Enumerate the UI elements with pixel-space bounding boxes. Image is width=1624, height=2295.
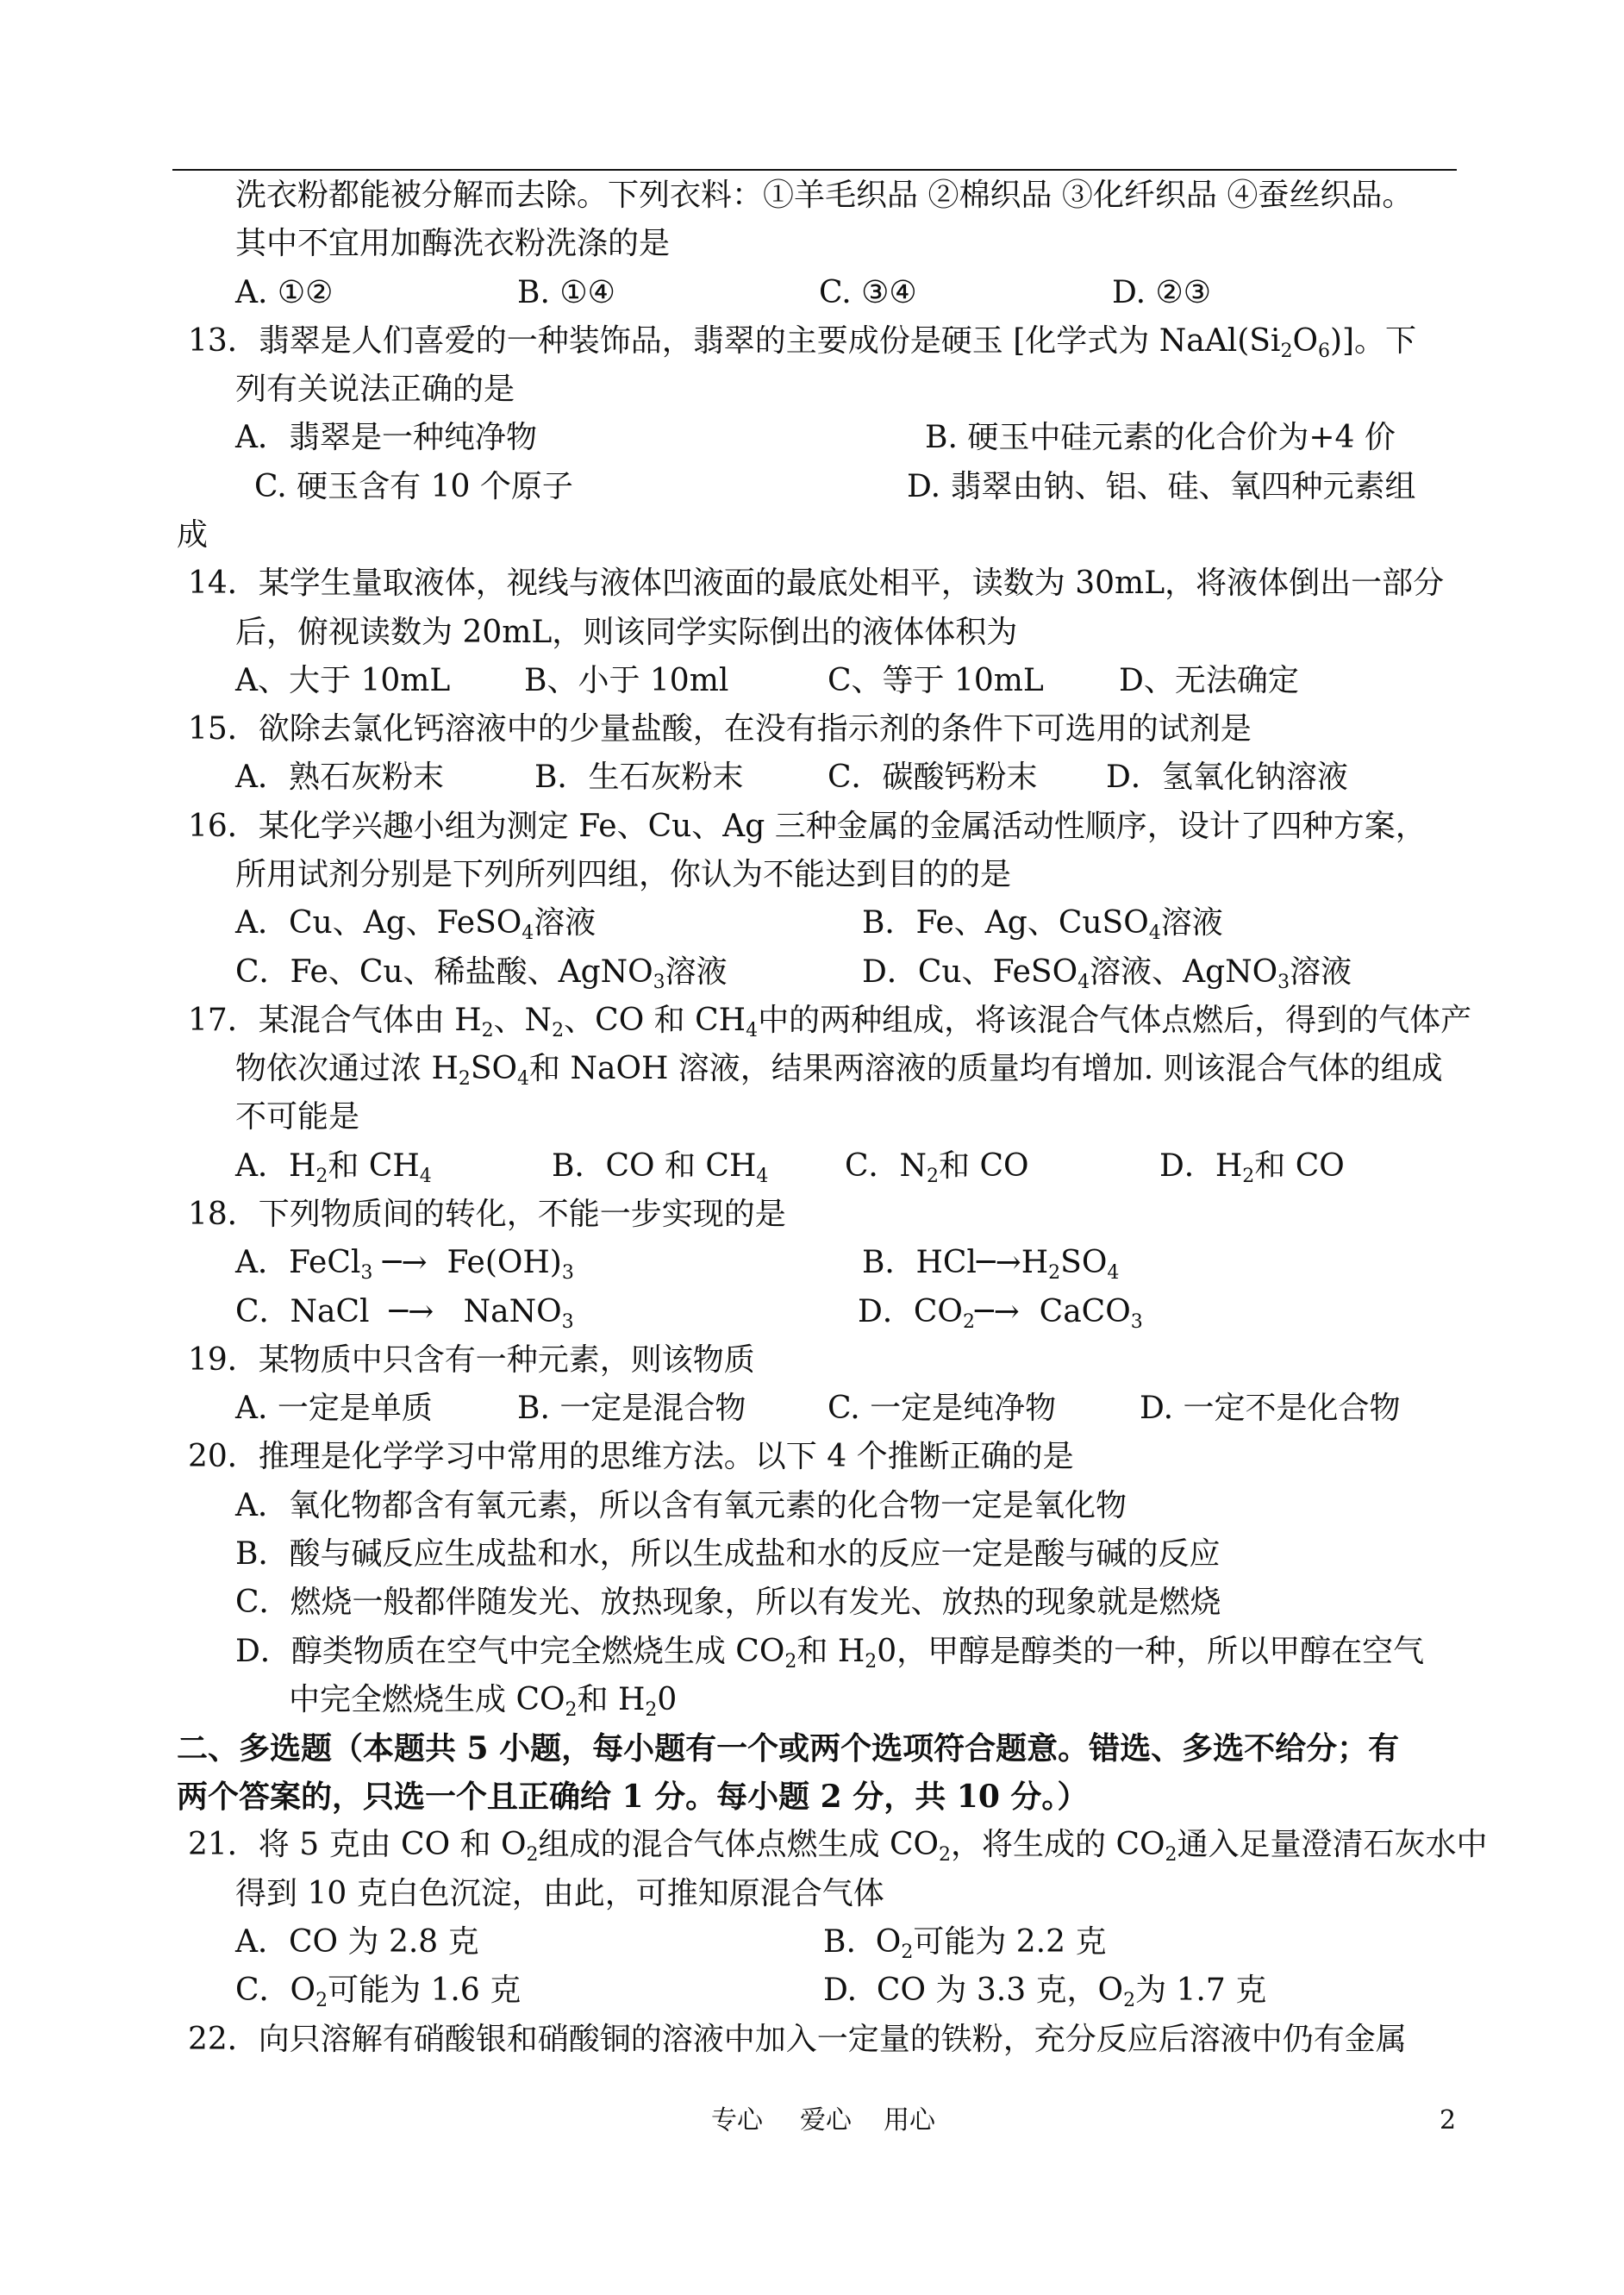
- q17-option-c: C．$N_2$和 CO: [845, 1148, 1029, 1187]
- q16-option-a: A．Cu、Ag、FeSO$_4$溶液: [235, 905, 597, 944]
- q21-option-c: C．$O_2$可能为 1.6 克: [235, 1973, 522, 2011]
- q13-line-1: 13．翡翠是人们喜爱的一种装饰品，翡翠的主要成份是硬玉 [化学式为 $NaAl(Si_2O_6)$]。下: [188, 323, 1417, 362]
- q15-option-a: A．熟石灰粉末: [235, 760, 444, 795]
- q13-option-d-wrap: 成: [177, 517, 209, 553]
- q20-option-a: A．氧化物都含有氧元素，所以含有氧元素的化合物一定是氧化物: [235, 1488, 1127, 1523]
- q21-option-a: A．CO 为 2.8 克: [235, 1924, 479, 1960]
- q12-option-b: B. ①④: [517, 275, 615, 310]
- q14-line-1: 14．某学生量取液体，视线与液体凹液面的最底处相平，读数为 30mL，将液体倒出一部分: [188, 566, 1445, 601]
- q14-option-b: B、小于 10ml: [524, 663, 729, 698]
- q16-option-d: D．Cu、FeSO$_4$溶液、AgNO$_3$溶液: [862, 954, 1352, 993]
- q21-line-1: 21．将 5 克由 CO 和 $O_2$组成的混合气体点燃生成 $CO_2$，将生成的 $CO_2$通入足量澄清石灰水中: [188, 1827, 1488, 1866]
- q17-line-2: 物依次通过浓 $H_2SO_4$和 NaOH 溶液，结果两溶液的质量均有增加. 则该混合气体的组成: [235, 1051, 1443, 1090]
- q21-option-d: D. CO 为 3.3 克，$O_2$为 1.7 克: [823, 1973, 1267, 2011]
- q18-option-a: A．FeCl$_3$ ─→ $Fe(OH)_3$: [235, 1245, 574, 1284]
- page-number: 2: [1440, 2105, 1457, 2136]
- q19-option-a: A. 一定是单质: [235, 1391, 433, 1426]
- q12-option-a: A. ①②: [235, 275, 334, 310]
- q15-option-c: C．碳酸钙粉末: [828, 760, 1038, 795]
- q20-option-b: B．酸与碱反应生成盐和水，所以生成盐和水的反应一定是酸与碱的反应: [235, 1536, 1221, 1572]
- q16-line-1: 16．某化学兴趣小组为测定 Fe、Cu、Ag 三种金属的金属活动性顺序，设计了四种方案，: [188, 809, 1427, 844]
- q19-option-b: B. 一定是混合物: [517, 1391, 746, 1426]
- q21-option-b: B. $O_2$可能为 2.2 克: [823, 1924, 1107, 1963]
- q13-line-2: 列有关说法正确的是: [235, 372, 515, 407]
- q16-option-b: B．Fe、Ag、CuSO$_4$溶液: [862, 905, 1223, 944]
- q18-option-b: B．$HCl─\to H_2SO_4$: [862, 1245, 1120, 1284]
- q17-option-b: B．CO 和 $CH_4$: [552, 1148, 769, 1187]
- q17-option-a: A．$H_2$和 $CH_4$: [235, 1148, 432, 1187]
- q13-option-d: D. 翡翠由钠、铝、硅、氧四种元素组: [907, 469, 1416, 504]
- q19-line-1: 19．某物质中只含有一种元素，则该物质: [188, 1342, 755, 1378]
- q13-option-b: B. 硬玉中硅元素的化合价为+4 价: [925, 420, 1396, 455]
- q15-option-b: B．生石灰粉末: [534, 760, 744, 795]
- footer-motto-2: 爱心: [800, 2105, 852, 2136]
- q18-option-c: C．NaCl ─→ NaNO$_3$: [235, 1294, 574, 1333]
- q20-option-c: C．燃烧一般都伴随发光、放热现象，所以有发光、放热的现象就是燃烧: [235, 1585, 1221, 1620]
- q21-line-2: 得到 10 克白色沉淀，由此，可推知原混合气体: [235, 1876, 884, 1911]
- q12-option-c: C. ③④: [819, 275, 917, 310]
- section-2-heading-line-2: 两个答案的，只选一个且正确给 1 分。每小题 2 分，共 10 分。）: [177, 1779, 1089, 1815]
- q20-option-d-wrap: 中完全燃烧生成 $CO_2$和 $H_20$: [289, 1682, 678, 1721]
- q16-option-c: C．Fe、Cu、稀盐酸、AgNO$_3$溶液: [235, 954, 728, 993]
- footer-motto-1: 专心: [711, 2105, 763, 2136]
- q19-option-d: D. 一定不是化合物: [1140, 1391, 1401, 1426]
- q15-option-d: D．氢氧化钠溶液: [1106, 760, 1348, 795]
- footer-motto-3: 用心: [884, 2105, 935, 2136]
- q20-line-1: 20．推理是化学学习中常用的思维方法。以下 4 个推断正确的是: [188, 1439, 1074, 1474]
- q16-line-2: 所用试剂分别是下列所列四组，你认为不能达到目的的是: [235, 857, 1012, 892]
- q12-line-2: 其中不宜用加酶洗衣粉洗涤的是: [235, 226, 671, 261]
- q12-line-1: 洗衣粉都能被分解而去除。下列衣料：①羊毛织品 ②棉织品 ③化纤织品 ④蚕丝织品。: [235, 178, 1414, 213]
- q14-line-2: 后，俯视读数为 20mL，则该同学实际倒出的液体体积为: [235, 615, 1018, 650]
- section-2-heading: 二、多选题（本题共 5 小题，每小题有一个或两个选项符合题意。错选、多选不给分；有: [177, 1730, 1400, 1767]
- q14-option-c: C、等于 10mL: [828, 663, 1044, 698]
- q13-option-a: A．翡翠是一种纯净物: [235, 420, 537, 455]
- q22-line-1: 22．向只溶解有硝酸银和硝酸铜的溶液中加入一定量的铁粉，充分反应后溶液中仍有金属: [188, 2022, 1407, 2057]
- q19-option-c: C. 一定是纯净物: [828, 1391, 1057, 1426]
- q18-option-d: D．$CO_2─\to$ CaCO$_3$: [858, 1294, 1143, 1333]
- header-rule: [172, 169, 1457, 171]
- q15-line-1: 15．欲除去氯化钙溶液中的少量盐酸，在没有指示剂的条件下可选用的试剂是: [188, 711, 1252, 747]
- q14-option-d: D、无法确定: [1119, 663, 1299, 698]
- q20-option-d: D．醇类物质在空气中完全燃烧生成 $CO_2$和 $H_20$，甲醇是醇类的一种，所以甲醇在空气: [235, 1634, 1425, 1673]
- q18-line-1: 18．下列物质间的转化，不能一步实现的是: [188, 1197, 786, 1232]
- q17-option-d: D．$H_2$和 CO: [1159, 1148, 1345, 1187]
- q14-option-a: A、大于 10mL: [235, 663, 451, 698]
- q12-option-d: D. ②③: [1112, 275, 1212, 310]
- q17-line-3: 不可能是: [235, 1099, 360, 1135]
- q17-line-1: 17．某混合气体由 $H_2$、$N_2$、CO 和 $CH_4$中的两种组成，将该混合气体点燃后，得到的气体产: [188, 1003, 1472, 1041]
- q13-option-c: C. 硬玉含有 10 个原子: [254, 469, 573, 504]
